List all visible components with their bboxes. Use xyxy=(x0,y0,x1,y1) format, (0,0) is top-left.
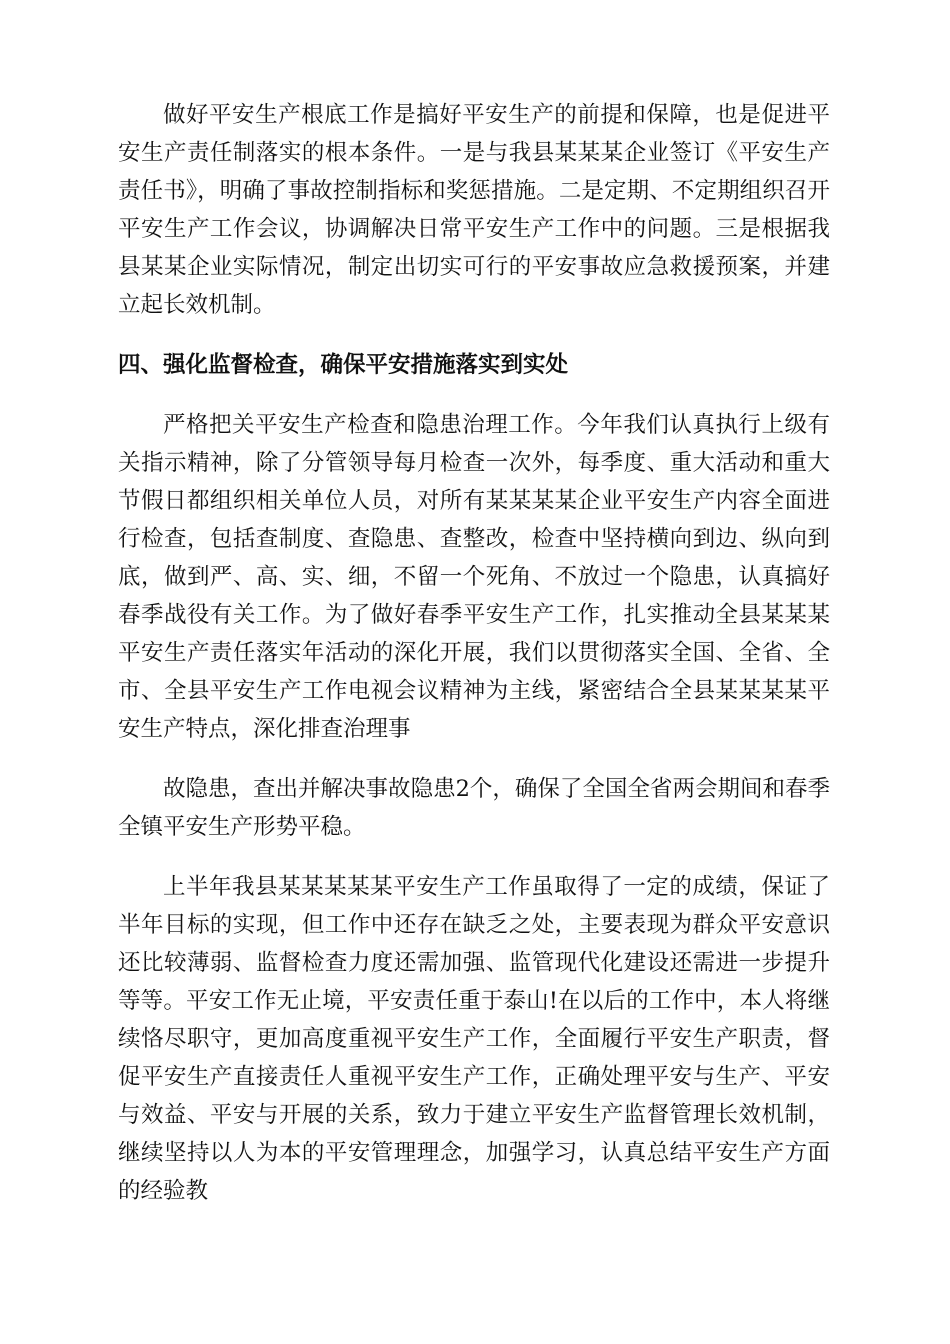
paragraph-foundation-work: 做好平安生产根底工作是搞好平安生产的前提和保障，也是促进平安生产责任制落实的根本条件。一是与我县某某某企业签订《平安生产责任书》，明确了事故控制指标和奖惩措施。二是定期、不定期组织召开平安生产工作会议，协调解决日常平安生产工作中的问题。三是根据我县某某企业实际情况，制定出切实可行的平安事故应急救援预案，并建立起长效机制。 xyxy=(118,102,830,318)
paragraph-hazard-result: 故隐患，查出并解决事故隐患2个，确保了全国全省两会期间和春季全镇平安生产形势平稳。 xyxy=(118,776,830,840)
document-page xyxy=(118,96,830,1232)
paragraph-inspection: 严格把关平安生产检查和隐患治理工作。今年我们认真执行上级有关指示精神，除了分管领导每月检查一次外，每季度、重大活动和重大节假日都组织相关单位人员，对所有某某某某企业平安生产内容全面进行检查，包括查制度、查隐患、查整改，检查中坚持横向到边、纵向到底，做到严、高、实、细，不留一个死角、不放过一个隐患，认真搞好春季战役有关工作。为了做好春季平安生产工作，扎实推动全县某某某平安生产责任落实年活动的深化开展，我们以贯彻落实全国、全省、全市、全县平安生产工作电视会议精神为主线，紧密结合全县某某某某平安生产特点，深化排查治理事 xyxy=(118,412,830,742)
section-heading-four: 四、强化监督检查，确保平安措施落实到实处 xyxy=(118,352,569,378)
paragraph-summary: 上半年我县某某某某某平安生产工作虽取得了一定的成绩，保证了半年目标的实现，但工作中还存在缺乏之处，主要表现为群众平安意识还比较薄弱、监督检查力度还需加强、监管现代化建设还需进一步提升等等。平安工作无止境，平安责任重于泰山!在以后的工作中，本人将继续恪尽职守，更加高度重视平安生产工作，全面履行平安生产职责，督促平安生产直接责任人重视平安生产工作，正确处理平安与生产、平安与效益、平安与开展的关系，致力于建立平安生产监督管理长效机制，继续坚持以人为本的平安管理理念，加强学习，认真总结平安生产方面的经验教 xyxy=(118,874,830,1204)
